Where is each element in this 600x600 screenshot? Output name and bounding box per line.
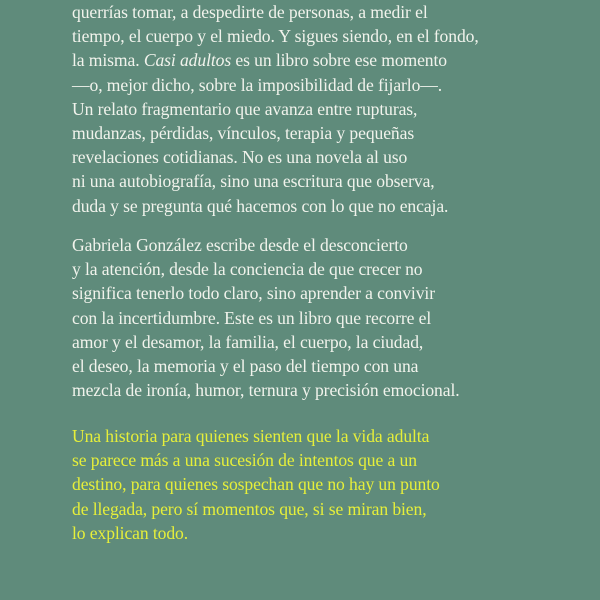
text-line: destino, para quienes sospechan que no hay un punto [72,474,440,495]
text-line: el deseo, la memoria y el paso del tiempo con una [72,356,419,377]
text-line: revelaciones cotidianas. No es una novela al uso [72,147,408,168]
text-line: significa tenerlo todo claro, sino aprender a convivir [72,283,435,304]
text-line: de llegada, pero sí momentos que, si se miran bien, [72,498,427,519]
text-line: querrías tomar, a despedirte de personas, a medir el [72,2,428,22]
author-paragraph [72,233,460,402]
text-line: mudanzas, pérdidas, vínculos, terapia y pequeñas [72,123,415,144]
text-line: Un relato fragmentario que avanza entre rupturas, [72,98,418,119]
text-line: Gabriela González escribe desde el desconcierto [72,235,408,255]
text-line: duda y se pregunta qué hacemos con lo que no encaja. [72,195,449,216]
text-line: con la incertidumbre. Este es un libro que recorre el [72,307,432,328]
text-line: se parece más a una sucesión de intentos que a un [72,450,417,471]
highlight-paragraph [72,424,440,545]
text-line: Una historia para quienes sienten que la vida adulta [72,426,430,446]
text-line: ni una autobiografía, sino una escritura que observa, [72,171,435,192]
text-fragment: es un libro sobre ese momento [231,50,447,71]
text-line: lo explican todo. [72,522,189,543]
text-fragment: la misma. [72,50,144,71]
book-title: Casi adultos [143,50,232,71]
text-line: —o, mejor dicho, sobre la imposibilidad de fijarlo—. [72,74,443,95]
text-line: amor y el desamor, la familia, el cuerpo, la ciudad, [72,331,424,352]
text-line: tiempo, el cuerpo y el miedo. Y sigues siendo, en el fondo, [72,26,479,47]
text-line [72,48,479,72]
text-line: y la atención, desde la conciencia de que crecer no [72,259,423,280]
text-line: mezcla de ironía, humor, ternura y precisión emocional. [72,380,460,401]
synopsis-paragraph [72,0,479,218]
